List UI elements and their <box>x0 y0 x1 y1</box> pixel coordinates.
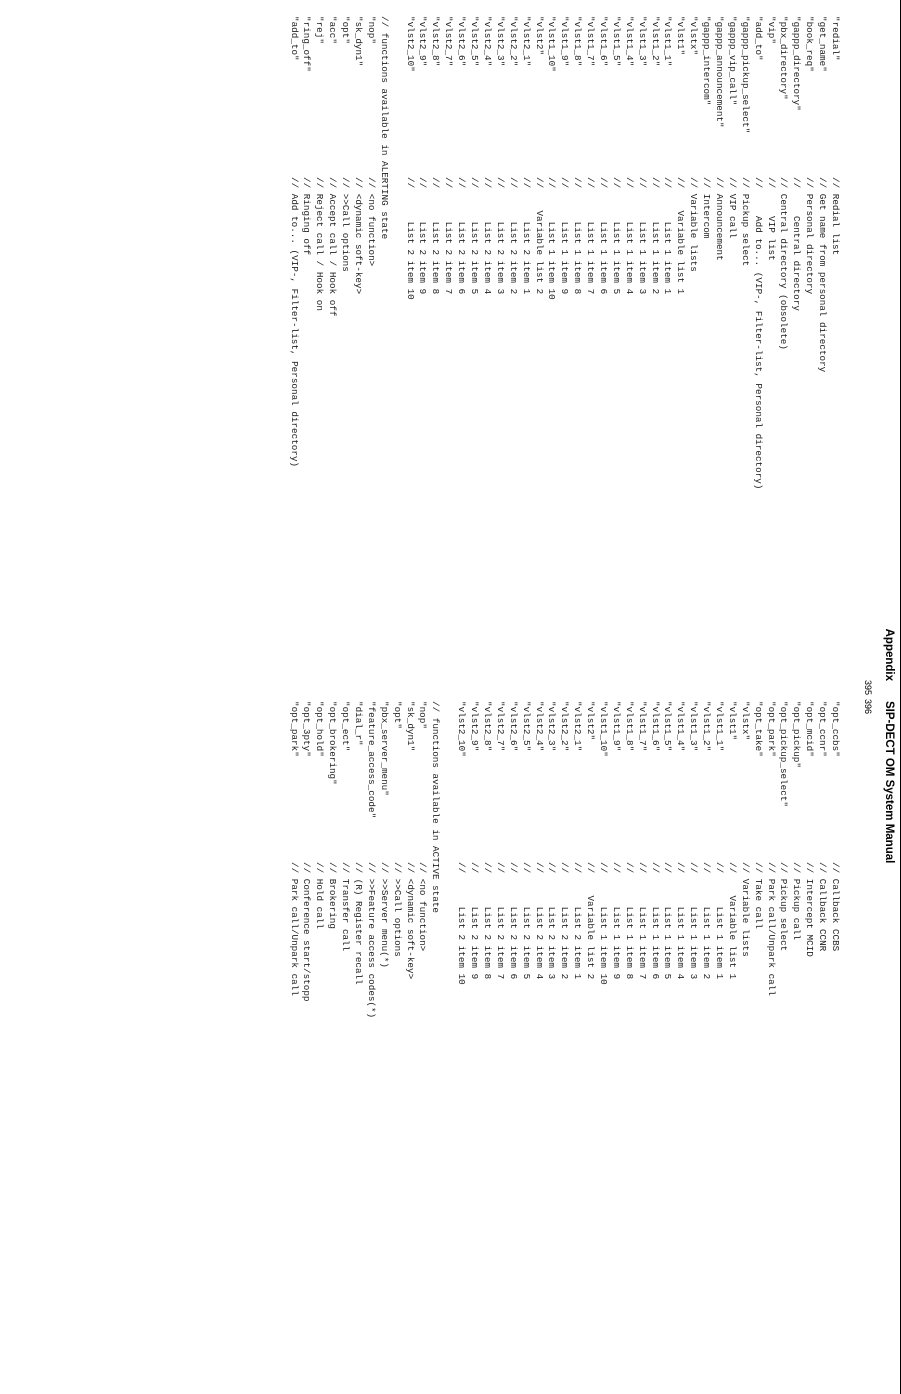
function-key: "opt_pickup" <box>791 701 803 768</box>
function-key: "opt_take" <box>752 701 764 757</box>
code-line <box>802 701 815 1371</box>
code-line <box>493 701 506 1371</box>
function-comment: // Park call/Unpark call <box>765 862 777 996</box>
function-key: // functions available in ALERTING state <box>378 16 390 240</box>
function-comment: // List 2 item 7 <box>443 177 455 295</box>
function-comment: // Hold call <box>314 862 326 929</box>
function-comment: // List 1 item 9 <box>559 177 571 295</box>
function-key: "vlst1_4" <box>675 701 687 752</box>
code-line <box>596 16 609 686</box>
code-line <box>532 701 545 1371</box>
function-comment: // List 1 item 10 <box>546 177 558 300</box>
code-line <box>815 701 828 1371</box>
code-line <box>519 16 532 686</box>
function-key: "rej" <box>314 16 326 44</box>
code-line <box>300 16 313 686</box>
code-line <box>635 701 648 1371</box>
code-line <box>377 16 390 686</box>
code-line <box>532 16 545 686</box>
function-key: "vlst2_9" <box>417 16 429 67</box>
function-comment: // List 2 item 3 <box>546 862 558 980</box>
function-key: "vlst1_10" <box>597 701 609 757</box>
code-line <box>596 701 609 1371</box>
code-line <box>480 16 493 686</box>
function-key: "vlstx" <box>739 701 751 741</box>
function-comment: // List 2 item 10 <box>404 177 416 300</box>
function-comment: // Pickup call <box>791 862 803 941</box>
function-key: "vlst2_9" <box>469 701 481 752</box>
page-number: 395 <box>863 679 873 695</box>
function-comment: // Accept call / Hook off <box>327 177 339 317</box>
function-comment: // Variable list 2 <box>533 177 545 295</box>
function-comment: // <dynamic soft-key> <box>353 177 365 295</box>
code-line <box>583 16 596 686</box>
page-number: 396 <box>863 699 873 715</box>
function-comment: // List 2 item 1 <box>520 177 532 295</box>
function-comment: // VIP list <box>765 177 777 261</box>
function-key: "vlst1" <box>726 701 738 741</box>
function-comment: // List 1 item 6 <box>649 862 661 980</box>
function-comment: // List 1 item 5 <box>610 177 622 295</box>
function-comment: // List 1 item 5 <box>662 862 674 980</box>
code-line <box>467 16 480 686</box>
function-key: "vlst1_4" <box>623 16 635 67</box>
code-line <box>390 16 403 686</box>
function-key: "book_req" <box>804 16 816 72</box>
function-key: "get_name" <box>817 16 829 72</box>
function-comment: // <no function> <box>365 177 377 267</box>
code-line <box>789 701 802 1371</box>
code-line <box>441 701 454 1371</box>
function-key: "gappp_vip_call" <box>726 16 738 106</box>
function-comment: // List 2 item 9 <box>469 862 481 980</box>
code-line <box>570 701 583 1371</box>
function-key: "vlst2_6" <box>507 701 519 752</box>
code-line <box>390 701 403 1371</box>
code-line <box>429 16 442 686</box>
code-line <box>441 16 454 686</box>
code-line <box>648 701 661 1371</box>
function-key: "opt_mcid" <box>804 701 816 757</box>
code-line <box>377 701 390 1371</box>
function-key: "opt_park" <box>765 701 777 757</box>
function-key: "dial_r" <box>353 701 365 746</box>
function-comment: // (R) Register recall <box>353 862 365 985</box>
code-line <box>712 701 725 1371</box>
function-key: "vlst2_7" <box>443 16 455 67</box>
function-comment: // List 2 item 4 <box>533 862 545 980</box>
function-key: "vlst1_3" <box>688 701 700 752</box>
function-key: "nop" <box>365 16 377 44</box>
function-key: "vlst1_5" <box>662 701 674 752</box>
code-line <box>673 16 686 686</box>
function-key: "vlst2_5" <box>520 701 532 752</box>
code-line <box>738 16 751 686</box>
function-key: "pbx_directory" <box>778 16 790 100</box>
function-comment: // List 1 item 1 <box>713 862 725 980</box>
function-comment: // Transfer call <box>340 862 352 952</box>
code-line <box>403 701 416 1371</box>
code-line <box>312 701 325 1371</box>
function-key: "add_to" <box>752 16 764 61</box>
function-key: "vlstx" <box>688 16 700 56</box>
code-line <box>764 701 777 1371</box>
code-line <box>351 16 364 686</box>
function-comment: // List 1 item 4 <box>623 177 635 295</box>
code-line <box>661 701 674 1371</box>
function-key: "vlst2_7" <box>494 701 506 752</box>
function-comment: // Intercom <box>701 177 713 239</box>
function-comment: // >>Call options <box>340 177 352 272</box>
code-line <box>338 701 351 1371</box>
function-comment: // List 1 item 4 <box>675 862 687 980</box>
code-line <box>686 16 699 686</box>
function-comment: // List 1 item 3 <box>636 177 648 295</box>
function-comment: // Add to... (VIP-, Filter-list, Personal directory) <box>752 177 764 490</box>
function-comment: // >>Server menu(*) <box>378 862 390 969</box>
function-comment: // Central directory (obsolete) <box>778 177 790 350</box>
function-key: "vlst2_3" <box>546 701 558 752</box>
function-comment: // List 1 item 1 <box>662 177 674 295</box>
function-key: "vlst2_8" <box>430 16 442 67</box>
function-key: "vlst1_7" <box>636 701 648 752</box>
function-comment: // >>Feature access codes(*) <box>365 862 377 1019</box>
function-comment: // Take call <box>752 862 764 929</box>
function-comment: // List 1 item 7 <box>585 177 597 295</box>
function-comment: // Brokering <box>327 862 339 929</box>
function-key: "vlst1_1" <box>662 16 674 67</box>
function-comment: // List 2 item 3 <box>494 177 506 295</box>
code-line <box>364 701 377 1371</box>
code-line <box>764 16 777 686</box>
function-key: "vlst1_8" <box>623 701 635 752</box>
function-key: "vlst2_6" <box>456 16 468 67</box>
code-line <box>557 701 570 1371</box>
code-line <box>416 701 429 1371</box>
function-comment: // List 2 item 6 <box>507 862 519 980</box>
code-line <box>828 16 841 686</box>
code-line <box>609 16 622 686</box>
code-line <box>429 701 442 1371</box>
function-comment: // <no function> <box>417 862 429 952</box>
function-key: "opt" <box>391 701 403 729</box>
code-line <box>725 701 738 1371</box>
function-comment: // List 2 item 7 <box>494 862 506 980</box>
function-key: "vlst2" <box>585 701 597 741</box>
function-key: "opt_ccbs" <box>830 701 841 757</box>
function-key: "add_to" <box>288 16 300 61</box>
function-comment: // List 1 item 6 <box>597 177 609 295</box>
header-title: Appendix <box>883 628 895 681</box>
function-key: "vlst2_10" <box>456 701 468 757</box>
code-line <box>506 16 519 686</box>
code-line <box>557 16 570 686</box>
function-key: "opt_brokering" <box>327 701 339 785</box>
code-line <box>635 16 648 686</box>
function-key: "opt_3pty" <box>301 701 313 757</box>
function-key: "vlst1_7" <box>585 16 597 67</box>
code-line <box>789 16 802 686</box>
code-line <box>828 701 841 1371</box>
code-line <box>545 16 558 686</box>
function-comment: // List 2 item 8 <box>430 177 442 295</box>
code-line <box>673 701 686 1371</box>
code-line <box>312 16 325 686</box>
code-line <box>802 16 815 686</box>
code-line <box>545 701 558 1371</box>
function-comment: // List 2 item 6 <box>456 177 468 295</box>
function-comment: // List 2 item 5 <box>520 862 532 980</box>
code-line <box>570 16 583 686</box>
function-key: "opt_ect" <box>340 701 352 752</box>
function-key: "vlst2_5" <box>469 16 481 67</box>
function-key: "opt_ccnr" <box>817 701 829 757</box>
function-comment: // Variable list 1 <box>675 177 687 295</box>
code-line <box>648 16 661 686</box>
code-line <box>338 16 351 686</box>
code-line <box>712 16 725 686</box>
function-key: "vlst2_4" <box>481 16 493 67</box>
code-line <box>622 16 635 686</box>
function-key: "nop" <box>417 701 429 729</box>
code-line <box>609 701 622 1371</box>
function-key: "vlst1_9" <box>610 701 622 752</box>
function-key: "vlst2_1" <box>572 701 584 752</box>
function-comment: // Pickup select <box>778 862 790 952</box>
function-comment: // List 1 item 7 <box>636 862 648 980</box>
function-comment: // List 1 item 10 <box>597 862 609 985</box>
code-line <box>351 701 364 1371</box>
function-key: "sk_dyn1" <box>404 701 416 752</box>
function-comment: // Callback CCBS <box>830 862 841 952</box>
function-key: "vlst2_1" <box>520 16 532 67</box>
function-key: "vlst2_2" <box>559 701 571 752</box>
code-line <box>777 701 790 1371</box>
function-key: "vlst1_3" <box>636 16 648 67</box>
function-key: "vlst2_3" <box>494 16 506 67</box>
function-key: "vlst2_10" <box>404 16 416 72</box>
code-line <box>480 701 493 1371</box>
function-comment: // Variable list 2 <box>585 862 597 980</box>
function-key: "opt" <box>340 16 352 44</box>
code-line <box>364 16 377 686</box>
function-key: "vlst2" <box>533 16 545 56</box>
code-line <box>583 701 596 1371</box>
function-comment: // Personal directory <box>804 177 816 295</box>
function-key: "vlst2_8" <box>481 701 493 752</box>
function-comment: // Reject call / Hook on <box>314 177 326 311</box>
function-comment: // List 2 item 8 <box>481 862 493 980</box>
function-key: // functions available in ACTIVE state <box>430 701 442 914</box>
function-key: "vlst1_9" <box>559 16 571 67</box>
function-comment: // List 1 item 8 <box>623 862 635 980</box>
function-comment: // Get name from personal directory <box>817 177 829 373</box>
function-comment: // List 1 item 9 <box>610 862 622 980</box>
function-comment: // Variable list 1 <box>726 862 738 980</box>
code-line <box>699 701 712 1371</box>
function-comment: // Pickup select <box>739 177 751 267</box>
function-comment: // Ringing off <box>301 177 313 256</box>
code-listing <box>287 16 841 686</box>
function-key: "ring_off" <box>301 16 313 72</box>
function-comment: // Callback CCNR <box>817 862 829 952</box>
function-key: "vlst1_2" <box>701 701 713 752</box>
function-key: "redial" <box>830 16 841 61</box>
code-line <box>622 701 635 1371</box>
function-comment: // VIP call <box>726 177 738 239</box>
function-comment: // Announcement <box>713 177 725 261</box>
function-comment: // Park call/Unpark call <box>288 862 300 996</box>
function-comment: // List 2 item 1 <box>572 862 584 980</box>
function-comment: // List 1 item 3 <box>688 862 700 980</box>
code-line <box>661 16 674 686</box>
function-comment: // List 1 item 8 <box>572 177 584 295</box>
function-comment: // List 1 item 2 <box>701 862 713 980</box>
function-key: "gappp_pickup_select" <box>739 16 751 134</box>
function-comment: // Central directory <box>791 177 803 311</box>
function-comment: // List 2 item 9 <box>417 177 429 295</box>
page-right <box>0 697 901 1394</box>
code-line <box>454 701 467 1371</box>
code-line <box>686 701 699 1371</box>
code-line <box>325 16 338 686</box>
function-comment: // <dynamic soft-key> <box>404 862 416 980</box>
code-line <box>454 16 467 686</box>
function-comment: // >>Call options <box>391 862 403 957</box>
code-line <box>751 16 764 686</box>
function-comment: // List 2 item 4 <box>481 177 493 295</box>
function-comment: // Redial list <box>830 177 841 256</box>
function-key: "opt_pickup_select" <box>778 701 790 808</box>
code-line <box>287 16 300 686</box>
function-key: "vlst1_5" <box>610 16 622 67</box>
function-comment: // Variable lists <box>739 862 751 957</box>
code-line <box>403 16 416 686</box>
function-key: "opt_hold" <box>314 701 326 757</box>
function-key: "vlst1" <box>675 16 687 56</box>
function-comment: // Add to... (VIP-, Filter-list, Personal directory) <box>288 177 300 468</box>
code-line <box>725 16 738 686</box>
function-comment: // List 2 item 2 <box>507 177 519 295</box>
function-key: "vlst2_2" <box>507 16 519 67</box>
function-comment: // List 2 item 2 <box>559 862 571 980</box>
function-key: "vlst1_1" <box>713 701 725 752</box>
function-key: "sk_dyn1" <box>353 16 365 67</box>
function-key: "acc" <box>327 16 339 44</box>
function-key: "gappp_directory" <box>791 16 803 111</box>
code-line <box>751 701 764 1371</box>
function-key: "vip" <box>765 16 777 44</box>
function-key: "vlst1_2" <box>649 16 661 67</box>
header-title: SIP-DECT OM System Manual <box>883 701 895 864</box>
code-listing <box>287 701 841 1371</box>
code-line <box>493 16 506 686</box>
function-comment: // Conference start/stopp <box>301 862 313 1002</box>
code-line <box>519 701 532 1371</box>
function-key: "vlst1_6" <box>649 701 661 752</box>
function-comment: // List 2 item 5 <box>469 177 481 295</box>
function-key: "feature_access_code" <box>365 701 377 819</box>
code-line <box>416 16 429 686</box>
function-comment: // Intercept MCID <box>804 862 816 957</box>
function-key: "vlst1_8" <box>572 16 584 67</box>
function-comment: // List 2 item 10 <box>456 862 468 985</box>
code-line <box>506 701 519 1371</box>
function-comment: // List 1 item 2 <box>649 177 661 295</box>
code-line <box>777 16 790 686</box>
function-key: "vlst2_4" <box>533 701 545 752</box>
code-line <box>815 16 828 686</box>
code-line <box>300 701 313 1371</box>
code-line <box>325 701 338 1371</box>
function-comment: // Variable lists <box>688 177 700 272</box>
code-line <box>287 701 300 1371</box>
function-key: "gappp_intercom" <box>701 16 713 106</box>
code-line <box>699 16 712 686</box>
function-key: "pbx_server_menu" <box>378 701 390 796</box>
code-line <box>467 701 480 1371</box>
function-key: "gappp_announcement" <box>713 16 725 128</box>
code-line <box>738 701 751 1371</box>
function-key: "vlst1_10" <box>546 16 558 72</box>
function-key: "opt_park" <box>288 701 300 757</box>
function-key: "vlst1_6" <box>597 16 609 67</box>
